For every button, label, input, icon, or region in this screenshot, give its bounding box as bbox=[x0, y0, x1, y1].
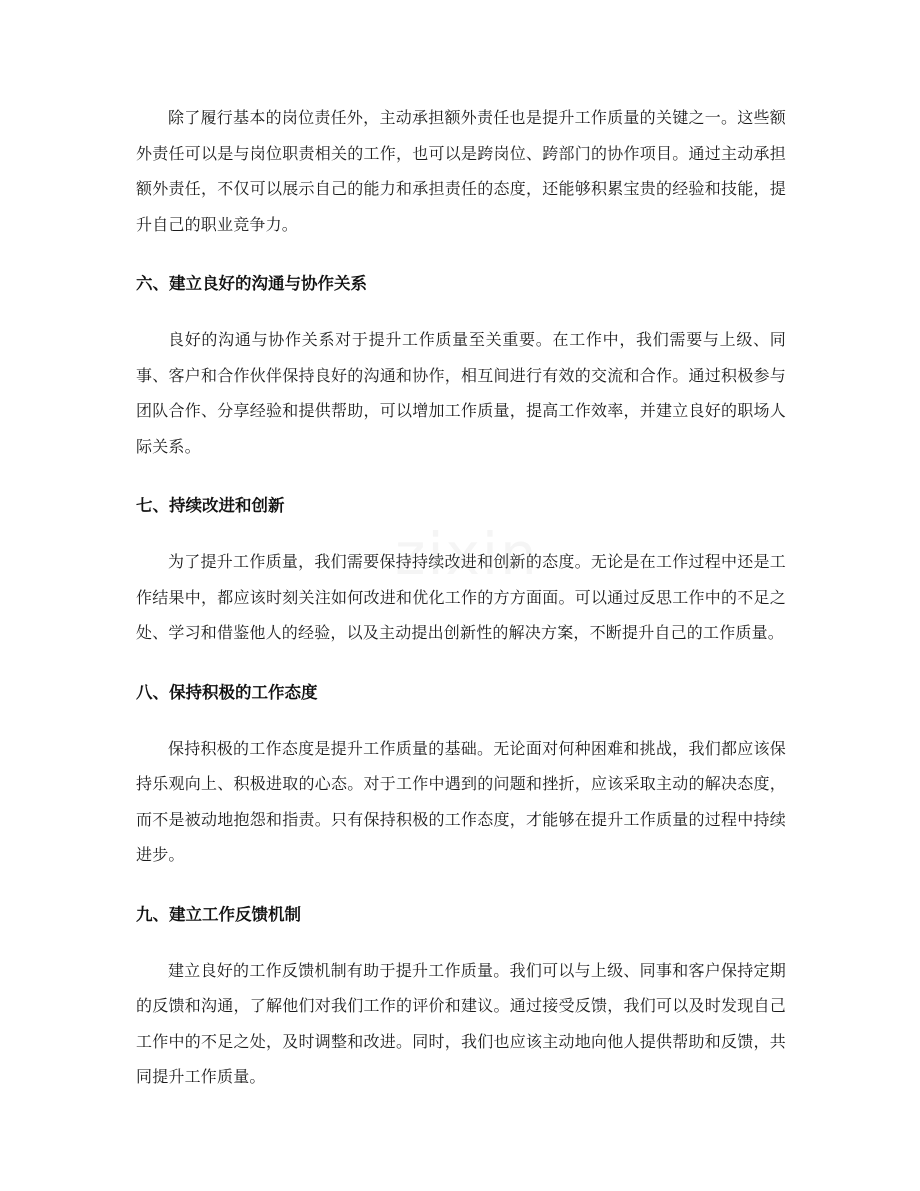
paragraph-communication: 良好的沟通与协作关系对于提升工作质量至关重要。在工作中，我们需要与上级、同事、客户和合作伙伴保持良好的沟通和协作，相互间进行有效的交流和合作。通过积极参与团队合作、分享经验和提供帮助，可以增加工作质量，提高工作效率，并建立良好的职场人际关系。 bbox=[136, 330, 786, 456]
heading-attitude: 八、保持积极的工作态度 bbox=[136, 682, 318, 702]
heading-communication: 六、建立良好的沟通与协作关系 bbox=[136, 274, 367, 293]
heading-improvement: 七、持续改进和创新 bbox=[136, 496, 285, 515]
paragraph-improvement: 为了提升工作质量，我们需要保持持续改进和创新的态度。无论是在工作过程中还是工作结果中，都应该时刻关注如何改进和优化工作的方方面面。可以通过反思工作中的不足之处、学习和借鉴他人的经验，以及主动提出创新性的解决方案，不断提升自己的工作质量。 bbox=[136, 552, 786, 642]
heading-feedback: 九、建立工作反馈机制 bbox=[136, 904, 301, 924]
paragraph-feedback: 建立良好的工作反馈机制有助于提升工作质量。我们可以与上级、同事和客户保持定期的反馈和沟通，了解他们对我们工作的评价和建议。通过接受反馈，我们可以及时发现自己工作中的不足之处，及时调整和改进。同时，我们也应该主动地向他人提供帮助和反馈，共同提升工作质量。 bbox=[136, 960, 786, 1086]
paragraph-extra-responsibility: 除了履行基本的岗位责任外，主动承担额外责任也是提升工作质量的关键之一。这些额外责任可以是与岗位职责相关的工作，也可以是跨岗位、跨部门的协作项目。通过主动承担额外责任，不仅可以展示自己的能力和承担责任的态度，还能够积累宝贵的经验和技能，提升自己的职业竞争力。 bbox=[136, 108, 786, 234]
watermark: zixin bbox=[395, 520, 539, 588]
document-body bbox=[136, 100, 786, 1095]
paragraph-attitude: 保持积极的工作态度是提升工作质量的基础。无论面对何种困难和挑战，我们都应该保持乐观向上、积极进取的心态。对于工作中遇到的问题和挫折，应该采取主动的解决态度，而不是被动地抱怨和指责。只有保持积极的工作态度，才能够在提升工作质量的过程中持续进步。 bbox=[136, 738, 786, 864]
